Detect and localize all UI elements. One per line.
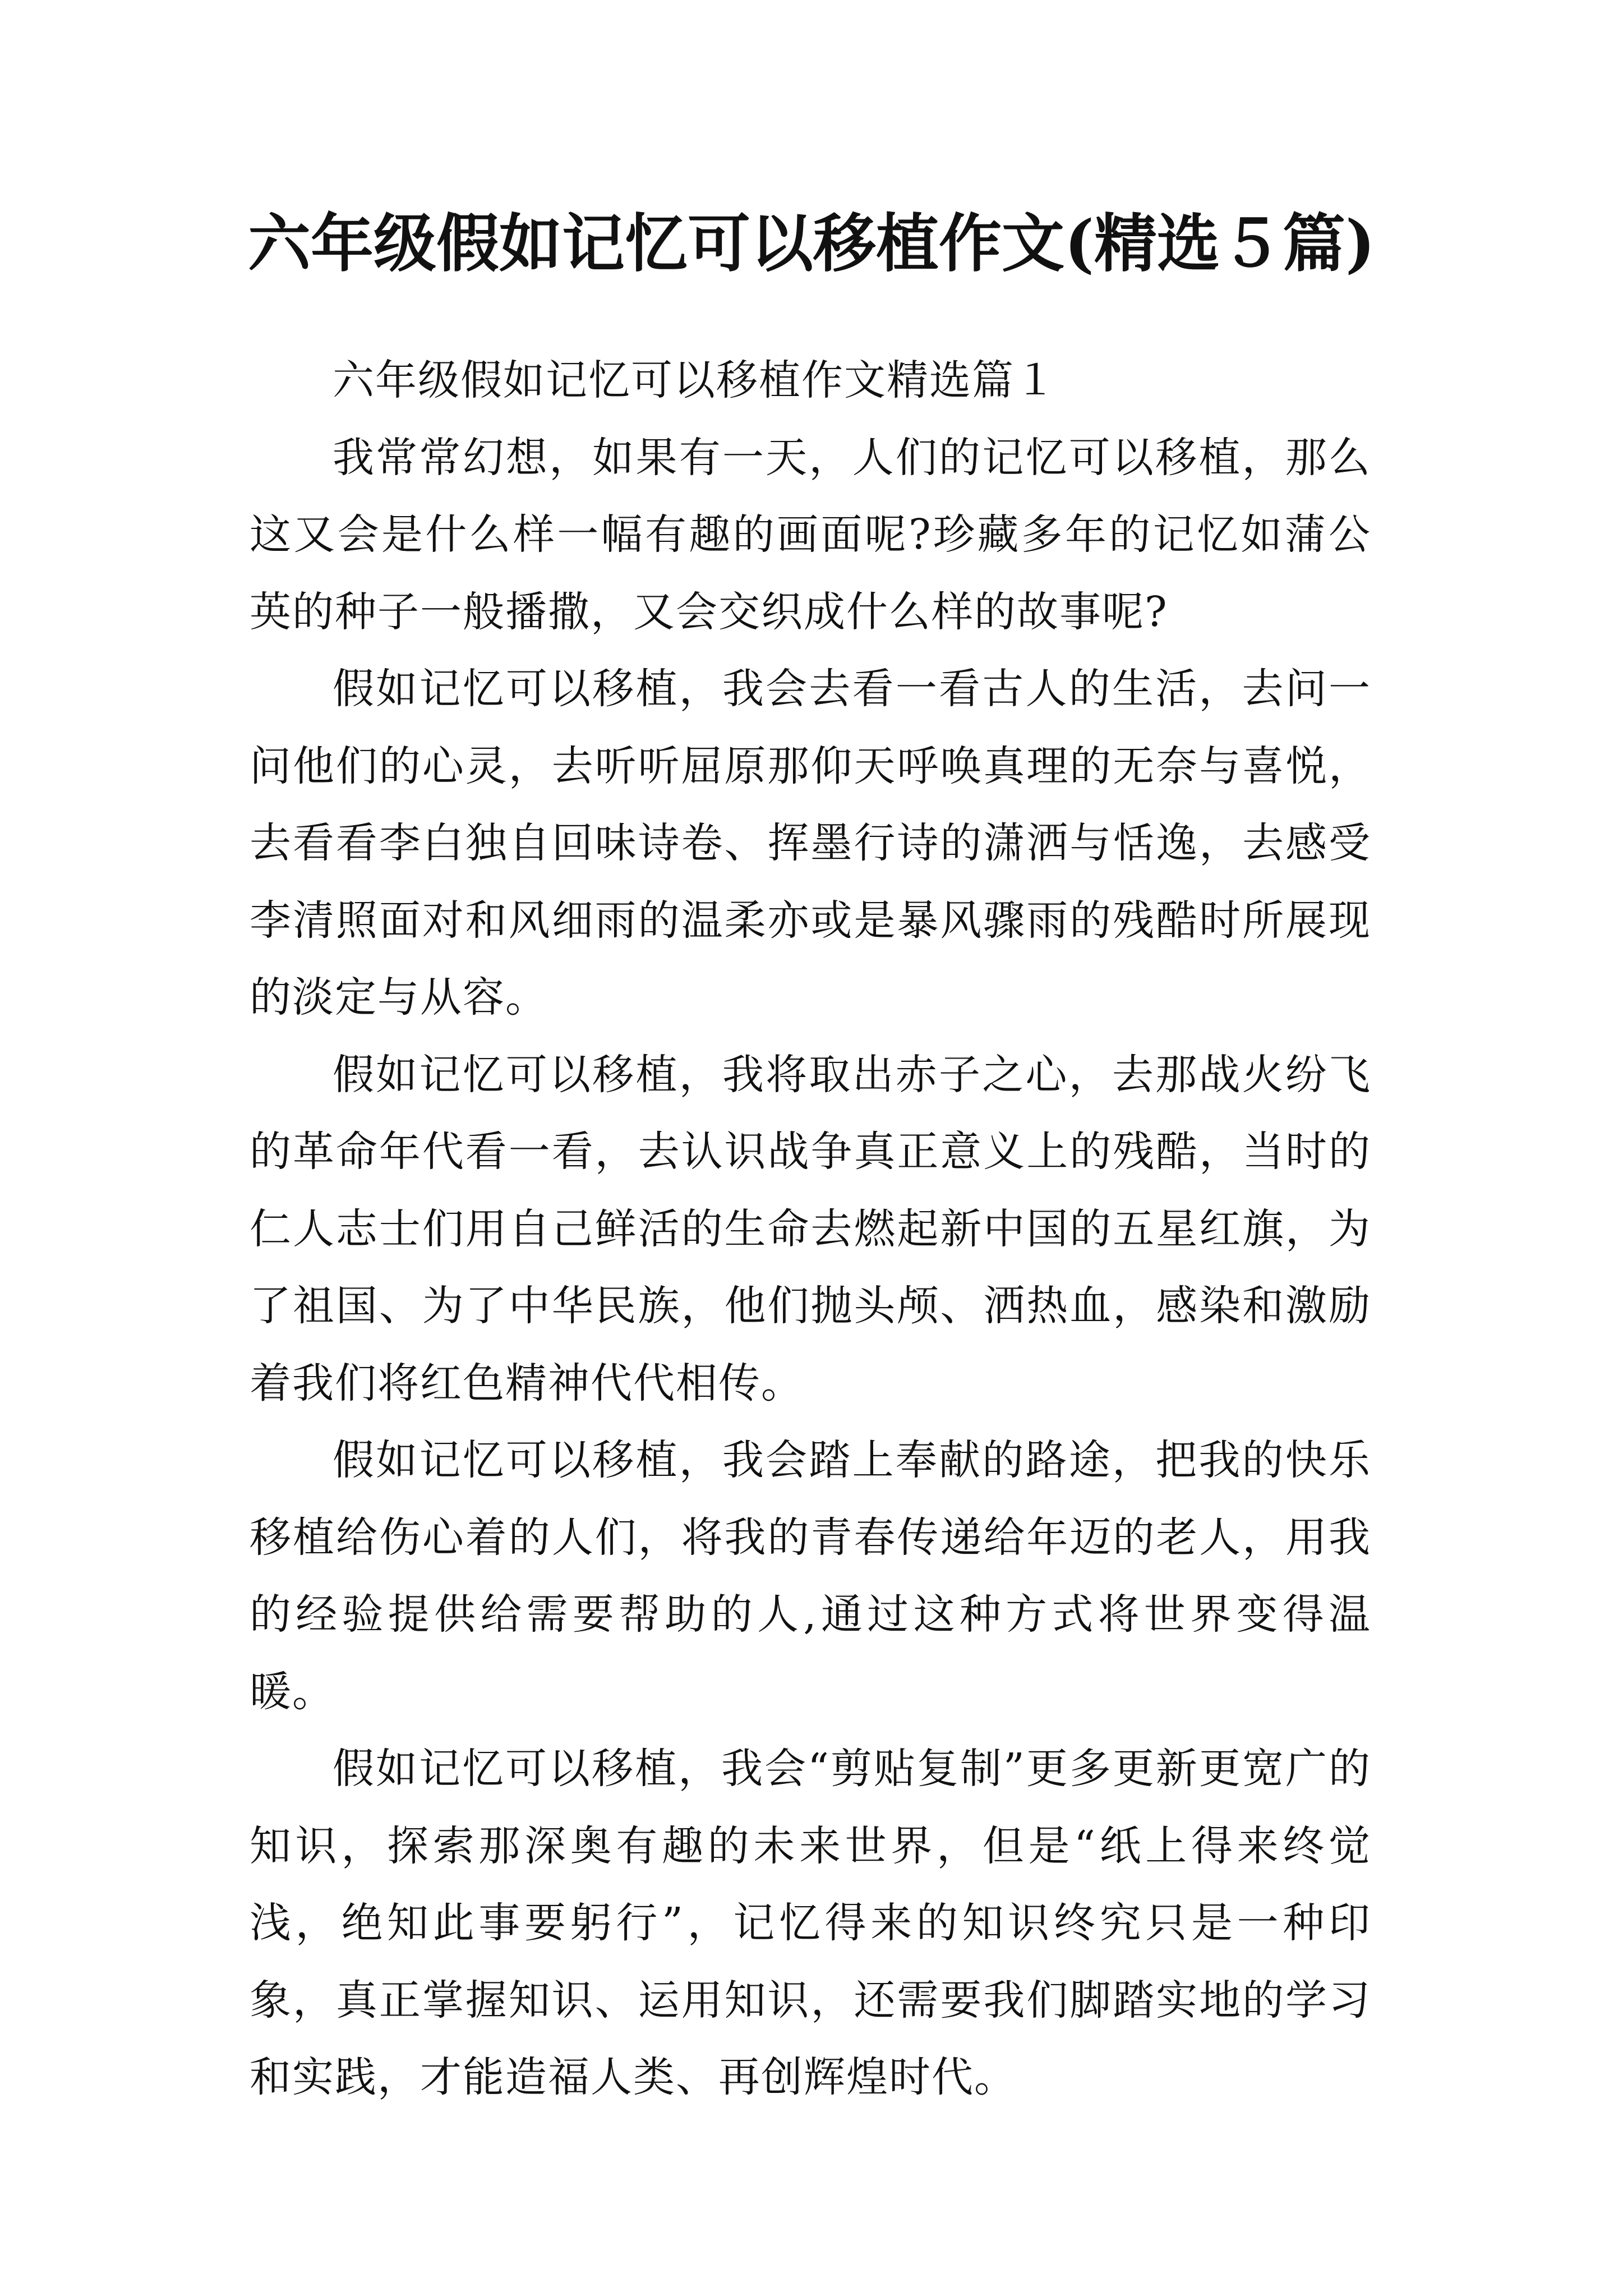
section-heading: 六年级假如记忆可以移植作文精选篇１: [333, 356, 1057, 404]
document-title: 六年级假如记忆可以移植作文(精选５篇): [248, 207, 1375, 280]
paragraph: 假如记忆可以移植，我会踏上奉献的路途，把我的快乐移植给伤心着的人们，将我的青春传递给年迈的老人，用我的经验提供给需要帮助的人,通过这种方式将世界变得温暖。: [250, 1436, 1371, 1716]
paragraph: 假如记忆可以移植，我会“剪贴复制”更多更新更宽广的知识，探索那深奥有趣的未来世界，但是“纸上得来终觉浅，绝知此事要躬行”，记忆得来的知识终究只是一种印象，真正掌握知识、运用知识，还需要我们脚踏实地的学习和实践，才能造福人类、再创辉煌时代。: [250, 1745, 1371, 2101]
paragraph: 假如记忆可以移植，我会去看一看古人的生活，去问一问他们的心灵，去听听屈原那仰天呼唤真理的无奈与喜悦，去看看李白独自回味诗卷、挥墨行诗的潇洒与恬逸，去感受李清照面对和风细雨的温柔亦或是暴风骤雨的残酷时所展现的淡定与从容。: [250, 665, 1371, 1022]
paragraph: 我常常幻想，如果有一天，人们的记忆可以移植，那么这又会是什么样一幅有趣的画面呢?珍藏多年的记忆如蒲公英的种子一般播撒，又会交织成什么样的故事呢?: [250, 433, 1371, 636]
document-body: [250, 342, 1371, 2116]
paragraph: 假如记忆可以移植，我将取出赤子之心，去那战火纷飞的革命年代看一看，去认识战争真正意义上的残酷，当时的仁人志士们用自己鲜活的生命去燃起新中国的五星红旗，为了祖国、为了中华民族，他们抛头颅、洒热血，感染和激励着我们将红色精神代代相传。: [250, 1050, 1371, 1407]
